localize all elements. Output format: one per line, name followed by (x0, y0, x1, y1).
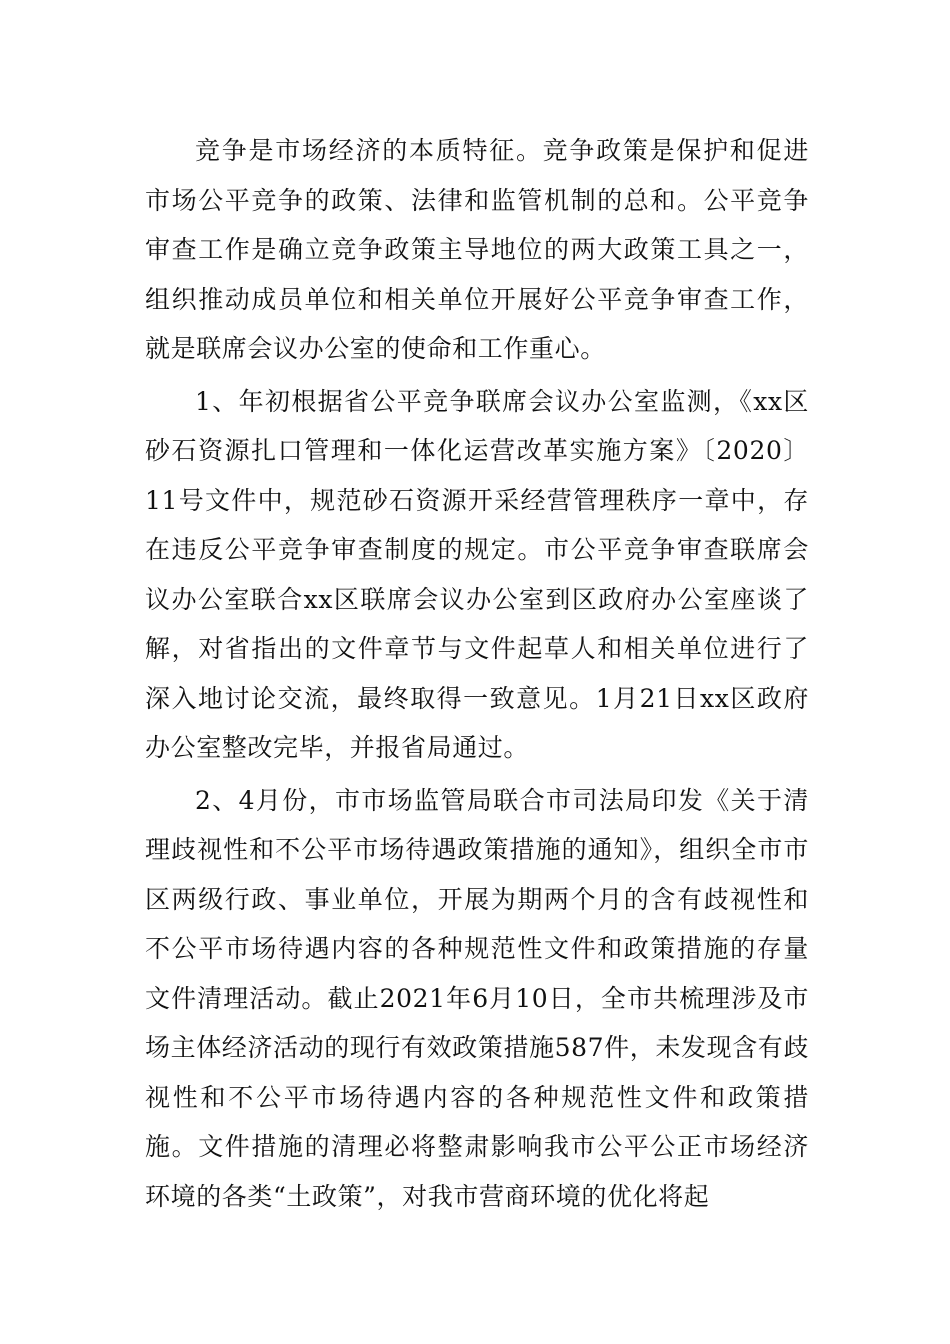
paragraph-intro: 竞争是市场经济的本质特征。竞争政策是保护和促进市场公平竞争的政策、法律和监管机制的总和。公平竞争审查工作是确立竞争政策主导地位的两大政策工具之一，组织推动成员单位和相关单位开展好公平竞争审查工作，就是联席会议办公室的使命和工作重心。 (145, 136, 809, 363)
document-body (145, 126, 809, 1221)
paragraph-item-2: 2、4月份，市市场监管局联合市司法局印发《关于清理歧视性和不公平市场待遇政策措施的通知》，组织全市市区两级行政、事业单位，开展为期两个月的含有歧视性和不公平市场待遇内容的各种规范性文件和政策措施的存量文件清理活动。截止2021年6月10日，全市共梳理涉及市场主体经济活动的现行有效政策措施587件，未发现含有歧视性和不公平市场待遇内容的各种规范性文件和政策措施。文件措施的清理必将整肃影响我市公平公正市场经济环境的各类“土政策”，对我市营商环境的优化将起 (145, 785, 809, 1211)
paragraph-item-1: 1、年初根据省公平竞争联席会议办公室监测，《xx区砂石资源扎口管理和一体化运营改革实施方案》〔2020〕11号文件中，规范砂石资源开采经营管理秩序一章中，存在违反公平竞争审查制度的规定。市公平竞争审查联席会议办公室联合xx区联席会议办公室到区政府办公室座谈了解，对省指出的文件章节与文件起草人和相关单位进行了深入地讨论交流，最终取得一致意见。1月21日xx区政府办公室整改完毕，并报省局通过。 (145, 386, 809, 762)
